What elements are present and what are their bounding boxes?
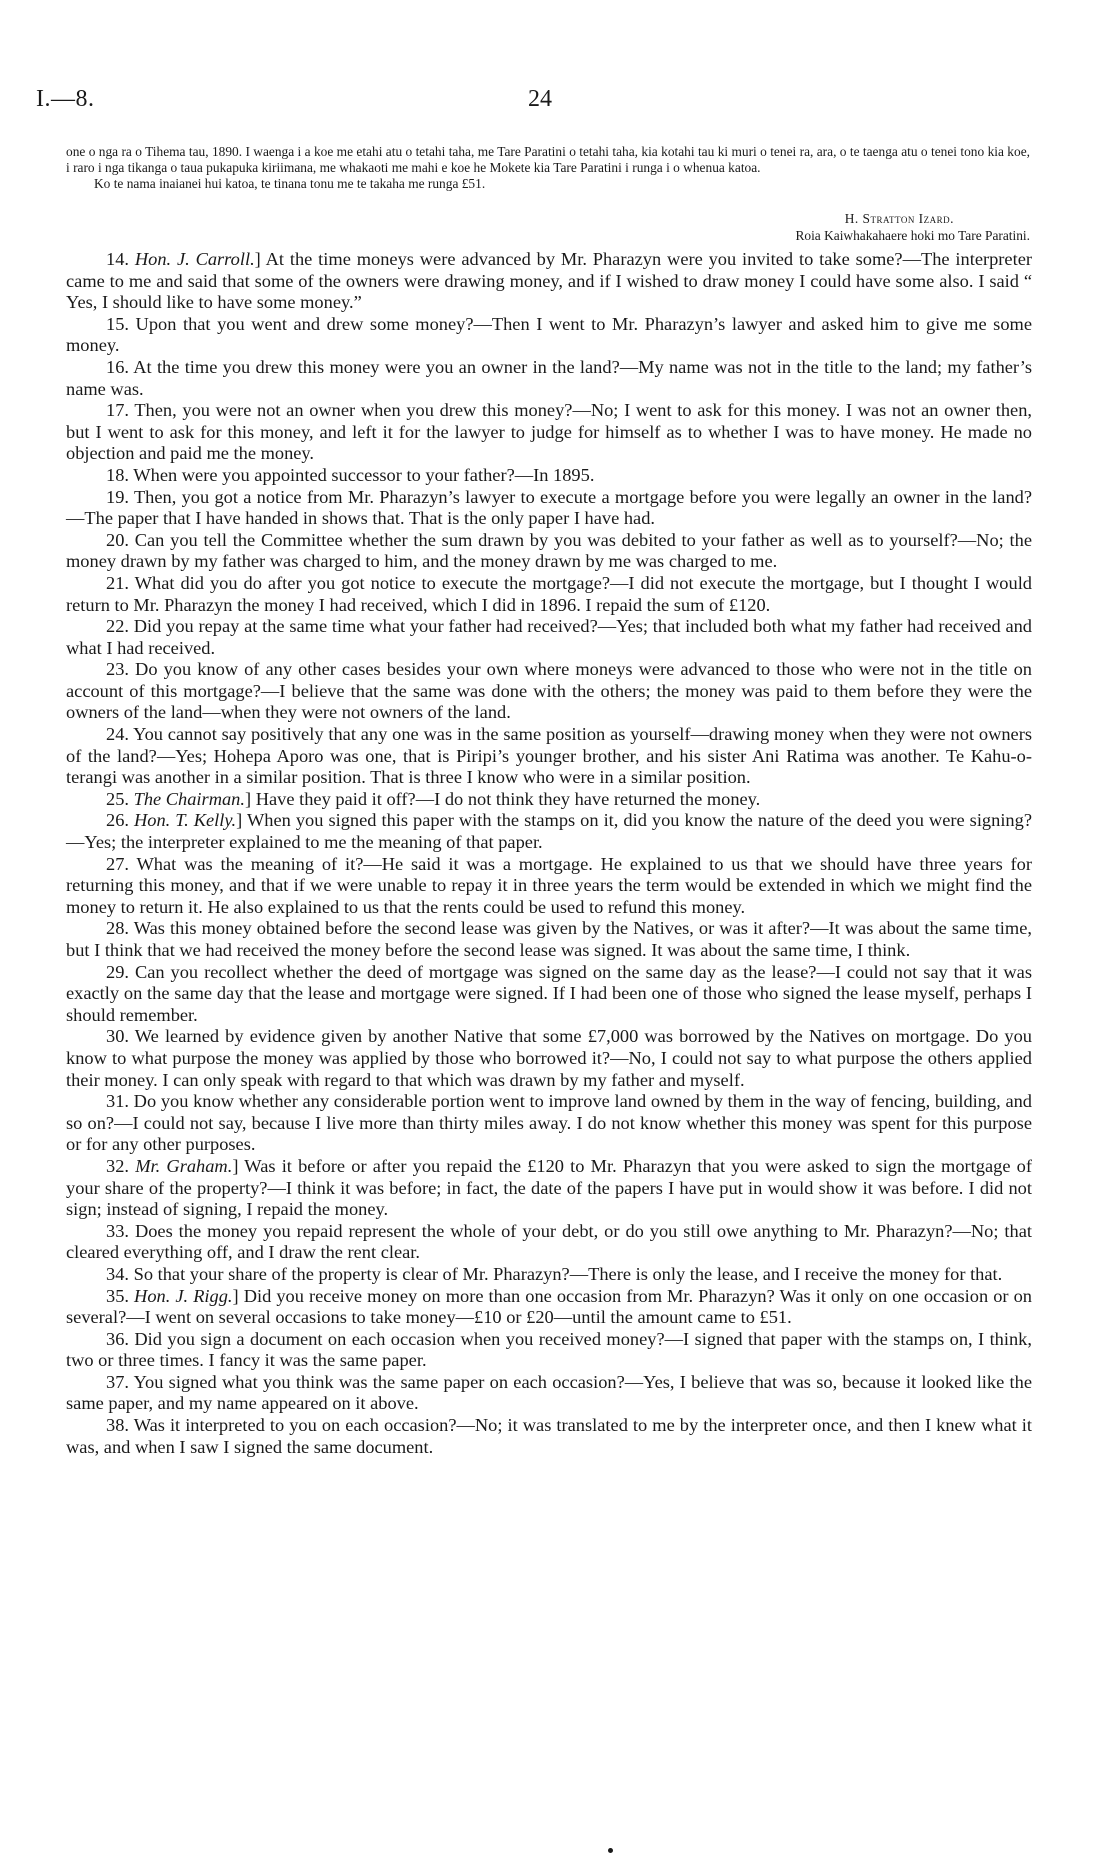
question-number: 30.: [106, 1026, 135, 1047]
question-number: 34.: [106, 1263, 134, 1284]
evidence-text: ] Was it before or after you repaid the £120 to Mr. Pharazyn that you were asked to sign the mortgage of your share of the property?—I think it was before; in fact, the date of the papers I have put in would show it was before. I did not sign; instead of signing, I repaid the money.: [66, 1155, 1032, 1220]
evidence-text: You cannot say positively that any one was in the same position as yourself—drawing money when they were not owners of the land?—Yes; Hohepa Aporo was one, that is Piripi’s younger brother, and his sister Ani Ratima was another. Te Kahu-o-terangi was another in a similar position. That is three I know who were in a similar position.: [66, 724, 1032, 788]
evidence-paragraph: [66, 918, 1032, 961]
question-number: 22.: [106, 616, 134, 637]
document-reference: I.—8.: [36, 86, 95, 112]
evidence-paragraph: [66, 616, 1032, 659]
evidence-text: We learned by evidence given by another Native that some £7,000 was borrowed by the Natives on mortgage. Do you know to what purpose the money was applied by those who borrowed it?—No, I could not say to what purpose the others applied their money. I can only speak with regard to that which was drawn by my father and myself.: [66, 1026, 1032, 1090]
evidence-text: Was it interpreted to you on each occasion?—No; it was translated to me by the interpreter once, and then I knew what it was, and when I saw I signed the same document.: [66, 1415, 1032, 1457]
question-number: 19.: [106, 486, 134, 507]
evidence-text: Can you recollect whether the deed of mortgage was signed on the same day as the lease?—I could not say that it was exactly on the same day that the lease and mortgage were signed. If I had been one of those who signed the lease myself, perhaps I should remember.: [66, 961, 1032, 1025]
evidence-text: What was the meaning of it?—He said it was a mortgage. He explained to us that we should have three years for returning this money, and that if we were unable to repay it in three years the term would be extended in which we might find the money to return it. He also explained to us that the rents could be used to refund this money.: [66, 853, 1032, 917]
question-number: 14.: [106, 249, 135, 269]
question-number: 37.: [106, 1371, 134, 1392]
evidence-text: Do you know of any other cases besides your own where moneys were advanced to those who were not in the title on account of this mortgage?—I believe that the same was done with the others; the money was paid to them before they were the owners of the land—when they were not owners of the land.: [66, 659, 1033, 723]
evidence-text: What did you do after you got notice to execute the mortgage?—I did not execute the mortgage, but I thought I would return to Mr. Pharazyn the money I had received, which I did in 1896. I repaid the sum of £120.: [66, 572, 1032, 615]
evidence-text: Does the money you repaid represent the whole of your debt, or do you still owe anything to Mr. Pharazyn?—No; that cleared everything off, and I draw the rent clear.: [66, 1220, 1033, 1263]
evidence-text: So that your share of the property is clear of Mr. Pharazyn?—There is only the lease, and I receive the money for that.: [133, 1263, 1003, 1284]
question-number: 33.: [106, 1220, 135, 1241]
question-number: 38.: [106, 1415, 134, 1436]
question-number: 20.: [106, 529, 135, 550]
evidence-text: ] At the time moneys were advanced by Mr. Pharazyn were you invited to take some?—The interpreter came to me and said that some of the owners were drawing money, and if I wished to draw money I could have some also. I said “ Yes, I should like to have some money.”: [66, 249, 1032, 313]
question-number: 16.: [106, 356, 134, 377]
page-number: 24: [528, 86, 552, 112]
speaker-name: The Chairman.: [133, 788, 245, 809]
evidence-paragraph: [66, 962, 1032, 1027]
evidence-paragraph: [66, 1156, 1032, 1221]
evidence-paragraph: [66, 1329, 1032, 1372]
question-number: 21.: [106, 572, 135, 593]
evidence-text: Upon that you went and drew some money?—Then I went to Mr. Pharazyn’s lawyer and asked him to give me some money.: [66, 313, 1032, 356]
signature-title: Roia Kaiwhakahaere hoki mo Tare Paratini.: [795, 228, 1030, 243]
evidence-paragraph: [66, 465, 1032, 487]
maori-paragraph: one o nga ra o Tihema tau, 1890. I waenga i a koe me etahi atu o tetahi taha, me Tare Paratini o tetahi taha, kia kotahi tau ki muri o tenei ra, ara, o te taenga atu o tenei tono kia koe, i raro i nga tikanga o taua pukapuka kiriimana, me whakaoti me mahi e koe he Mokete kia Tare Paratini i runga i o whenua katoa.: [66, 144, 1030, 175]
evidence-paragraph: [66, 487, 1032, 530]
evidence-paragraph: [66, 1372, 1032, 1415]
evidence-text: ] Did you receive money on more than one occasion from Mr. Pharazyn? Was it only on one occasion or on several?—I went on several occasions to take money—£10 or £20—until the amount came to £51.: [66, 1285, 1032, 1328]
evidence-text: Then, you got a notice from Mr. Pharazyn’s lawyer to execute a mortgage before you were legally an owner in the land?—The paper that I have handed in shows that. That is the only paper I have had.: [66, 486, 1032, 529]
question-number: 25.: [106, 788, 134, 809]
evidence-text: Was this money obtained before the second lease was given by the Natives, or was it after?—It was about the same time, but I think that we had received the money before the second lease was signed. It was about the same time, I think.: [66, 918, 1032, 960]
evidence-paragraph: [66, 1264, 1032, 1286]
question-number: 36.: [106, 1328, 135, 1349]
evidence-text: ] When you signed this paper with the stamps on it, did you know the nature of the deed you were signing?—Yes; the interpreter explained to me the meaning of that paper.: [66, 810, 1032, 853]
evidence-paragraph: [66, 1026, 1032, 1091]
evidence-text: When were you appointed successor to your father?—In 1895.: [133, 464, 595, 485]
evidence-text: Do you know whether any considerable portion went to improve land owned by them in the way of fencing, building, and so on?—I could not say, because I live more than thirty miles away. I do not know whether this money was spent for this purpose or for any other purposes.: [66, 1091, 1032, 1155]
evidence-paragraph: [66, 1286, 1032, 1329]
speaker-name: Hon. J. Carroll.: [134, 249, 255, 269]
evidence-paragraph: [66, 1415, 1032, 1458]
signature-block: [66, 210, 1030, 244]
signature-name: H. Stratton Izard.: [844, 211, 954, 226]
evidence-text: Can you tell the Committee whether the sum drawn by you was debited to your father as well as to yourself?—No; the money drawn by my father was charged to him, and the money drawn by me was charged to me.: [66, 529, 1032, 572]
evidence-paragraph: [66, 314, 1032, 357]
evidence-text: At the time you drew this money were you an owner in the land?—My name was not in the title to the land; my father’s name was.: [66, 356, 1032, 399]
question-number: 28.: [106, 918, 134, 939]
evidence-paragraph: [66, 1221, 1032, 1264]
speaker-name: Hon. J. Rigg.: [134, 1285, 233, 1306]
evidence-text: You signed what you think was the same paper on each occasion?—Yes, I believe that was so, because it looked like the same paper, and my name appeared on it above.: [66, 1371, 1033, 1414]
evidence-paragraph: [66, 400, 1032, 465]
speaker-name: Mr. Graham.: [135, 1155, 233, 1176]
evidence-text: Did you repay at the same time what your father had received?—Yes; that included both what my father had received and what I had received.: [66, 616, 1033, 658]
evidence-paragraph: [66, 530, 1032, 573]
evidence-paragraph: [66, 789, 1032, 811]
evidence-paragraph: [66, 249, 1032, 314]
evidence-text: Did you sign a document on each occasion when you received money?—I signed that paper with the stamps on, I think, two or three times. I fancy it was the same paper.: [66, 1328, 1032, 1371]
minutes-of-evidence: [66, 249, 1032, 1458]
evidence-paragraph: [66, 357, 1032, 400]
question-number: 24.: [106, 724, 134, 745]
evidence-paragraph: [66, 659, 1032, 724]
question-number: 15.: [106, 313, 136, 334]
question-number: 32.: [106, 1155, 136, 1176]
evidence-text: Then, you were not an owner when you drew this money?—No; I went to ask for this money. I was not an owner then, but I went to ask for this money, and left it for the lawyer to judge for himself as to whether I was to have money. He made no objection and paid me the money.: [66, 400, 1032, 464]
question-number: 23.: [106, 659, 136, 680]
question-number: 27.: [106, 853, 137, 874]
question-number: 18.: [106, 464, 134, 485]
question-number: 31.: [106, 1091, 134, 1112]
question-number: 35.: [106, 1285, 135, 1306]
maori-notice: [66, 144, 1030, 192]
evidence-paragraph: [66, 573, 1032, 616]
question-number: 17.: [106, 400, 135, 421]
question-number: 26.: [106, 810, 134, 831]
evidence-paragraph: [66, 724, 1032, 789]
speaker-name: Hon. T. Kelly.: [134, 810, 237, 831]
evidence-paragraph: [66, 854, 1032, 919]
page-footer-mark: [608, 1848, 613, 1853]
maori-paragraph: Ko te nama inaianei hui katoa, te tinana tonu me te takaha me runga £51.: [94, 176, 486, 191]
evidence-paragraph: [66, 810, 1032, 853]
evidence-text: ] Have they paid it off?—I do not think they have returned the money.: [244, 788, 761, 809]
evidence-paragraph: [66, 1091, 1032, 1156]
question-number: 29.: [106, 961, 135, 982]
